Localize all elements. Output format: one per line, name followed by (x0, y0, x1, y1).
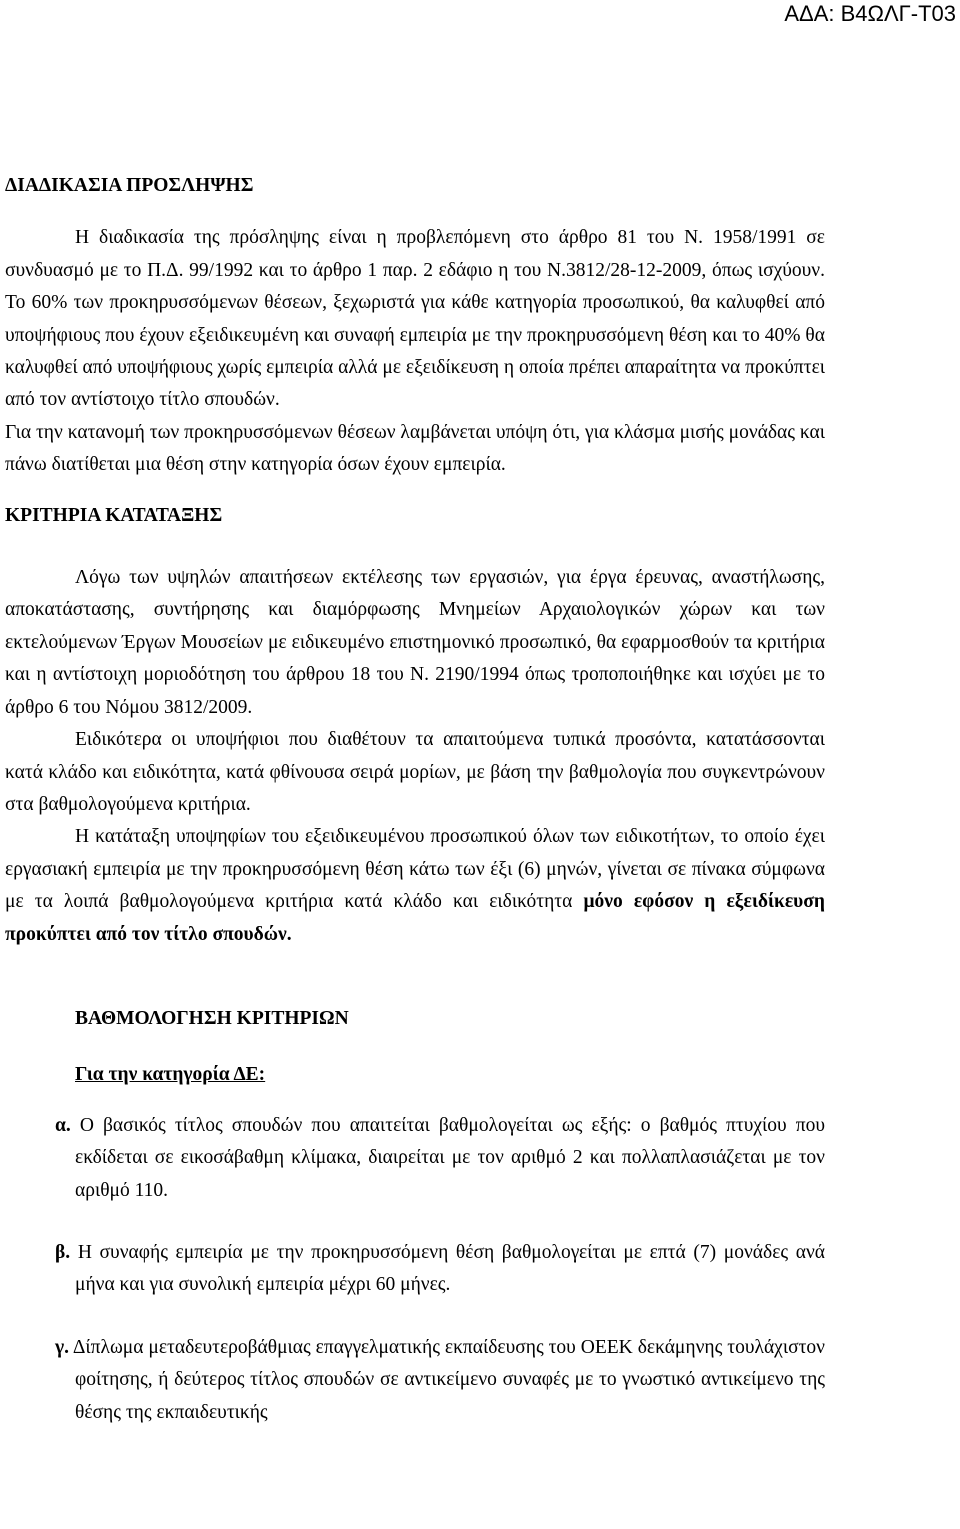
scoring-item-a (5, 1110, 825, 1207)
scoring-item-c (5, 1332, 825, 1429)
criteria-paragraph-3-text: Η κατάταξη υποψηφίων του εξειδικευμένου προσωπικού όλων των ειδικοτήτων, το οποίο έχει εργασιακή εμπειρία με την προκηρυσσόμενη θέση κάτω των έξι (6) μηνών, γίνεται σε πίνακα σύμφωνα με τα λοιπά βαθμολογούμενα κριτήρια κατά κλάδο και ειδικότητα (5, 826, 825, 913)
scoring-item-text: Ο βασικός τίτλος σπουδών που απαιτείται βαθμολογείται ως εξής: ο βαθμός πτυχίου που εκδίδεται σε εικοσάβαθμη κλίμακα, διαιρείται με τον αριθμό 2 και πολλαπλασιάζεται με τον αριθμό 110. (75, 1114, 826, 1201)
procedure-paragraph-2: Για την κατανομή των προκηρυσσόμενων θέσεων λαμβάνεται υπόψη ότι, για κλάσμα μισής μονάδας και πάνω διατίθεται μια θέση στην κατηγορία όσων έχουν εμπειρία. (5, 421, 825, 476)
category-heading: Για την κατηγορία ΔΕ: (75, 1064, 266, 1086)
section-title-procedure: ΔΙΑΔΙΚΑΣΙΑ ΠΡΟΣΛΗΨΗΣ (5, 175, 254, 196)
criteria-paragraph-2: Ειδικότερα οι υποψήφιοι που διαθέτουν τα απαιτούμενα τυπικά προσόντα, κατατάσσονται κατά κλάδο και ειδικότητα, κατά φθίνουσα σειρά μορίων, με βάση την βαθμολογία που συγκεντρώνουν στα βαθμολογούμενα κριτήρια. (5, 729, 825, 815)
scoring-item-marker: β. (55, 1241, 71, 1263)
procedure-paragraph-1: Η διαδικασία της πρόσληψης είναι η προβλεπόμενη στο άρθρο 81 του Ν. 1958/1991 σε συνδυασμό με το Π.Δ. 99/1992 και το άρθρο 1 παρ. 2 εδάφιο η του Ν.3812/28-12-2009, όπως ισχύουν. Το 60% των προκηρυσσόμενων θέσεων, ξεχωριστά για κάθε κατηγορία προσωπικού, θα καλυφθεί από υποψήφιους που έχουν εξειδικευμένη και συναφή εμπειρία με την προκηρυσσόμενη θέση και το 40% θα καλυφθεί από υποψήφιους χωρίς εμπειρία αλλά με εξειδίκευση η οποία πρέπει απαραίτητα να προκύπτει από τον αντίστοιχο τίτλο σπουδών. (5, 227, 825, 411)
criteria-paragraph-1: Λόγω των υψηλών απαιτήσεων εκτέλεσης των εργασιών, για έργα έρευνας, αναστήλωσης, αποκατάστασης, συντήρησης και διαμόρφωσης Μνημείων Αρχαιολογικών χώρων και των εκτελούμενων Έργων Μουσείων με ειδικευμένο επιστημονικό προσωπικό, θα εφαρμοσθούν τα κριτήρια και η αντίστοιχη μοριοδότηση του άρθρου 18 του Ν. 2190/1994 όπως τροποποιήθηκε και ισχύει με το άρθρο 6 του Νόμου 3812/2009. (5, 567, 825, 718)
section-title-criteria: ΚΡΙΤΗΡΙΑ ΚΑΤΑΤΑΞΗΣ (5, 504, 223, 526)
criteria-paragraph-3 (5, 821, 825, 951)
scoring-item-marker: α. (55, 1114, 71, 1136)
criteria-paragraph-3-bold: μόνο εφόσον η εξειδίκευση προκύπτει από τον τίτλο σπουδών. (5, 891, 825, 945)
section-title-scoring: ΒΑΘΜΟΛΟΓΗΣΗ ΚΡΙΤΗΡΙΩΝ (75, 1007, 349, 1029)
scoring-item-text: Η συναφής εμπειρία με την προκηρυσσόμενη θέση βαθμολογείται με επτά (7) μονάδες ανά μήνα και για συνολική εμπειρία μέχρι 60 μήνες. (75, 1241, 826, 1296)
scoring-item-text: Δίπλωμα μεταδευτεροβάθμιας επαγγελματικής εκπαίδευσης του ΟΕΕΚ δεκάμηνης τουλάχιστον φοίτησης, ή δεύτερος τίτλος σπουδών σε αντικείμενο συναφές με το γνωστικό αντικείμενο της θέσης της εκπαιδευτικής (72, 1336, 825, 1423)
scoring-item-b (5, 1237, 825, 1302)
document-code: ΑΔΑ: Β4ΩΛΓ-Τ03 (784, 1, 956, 26)
scoring-item-marker: γ. (55, 1336, 69, 1358)
document-body (5, 170, 825, 1429)
